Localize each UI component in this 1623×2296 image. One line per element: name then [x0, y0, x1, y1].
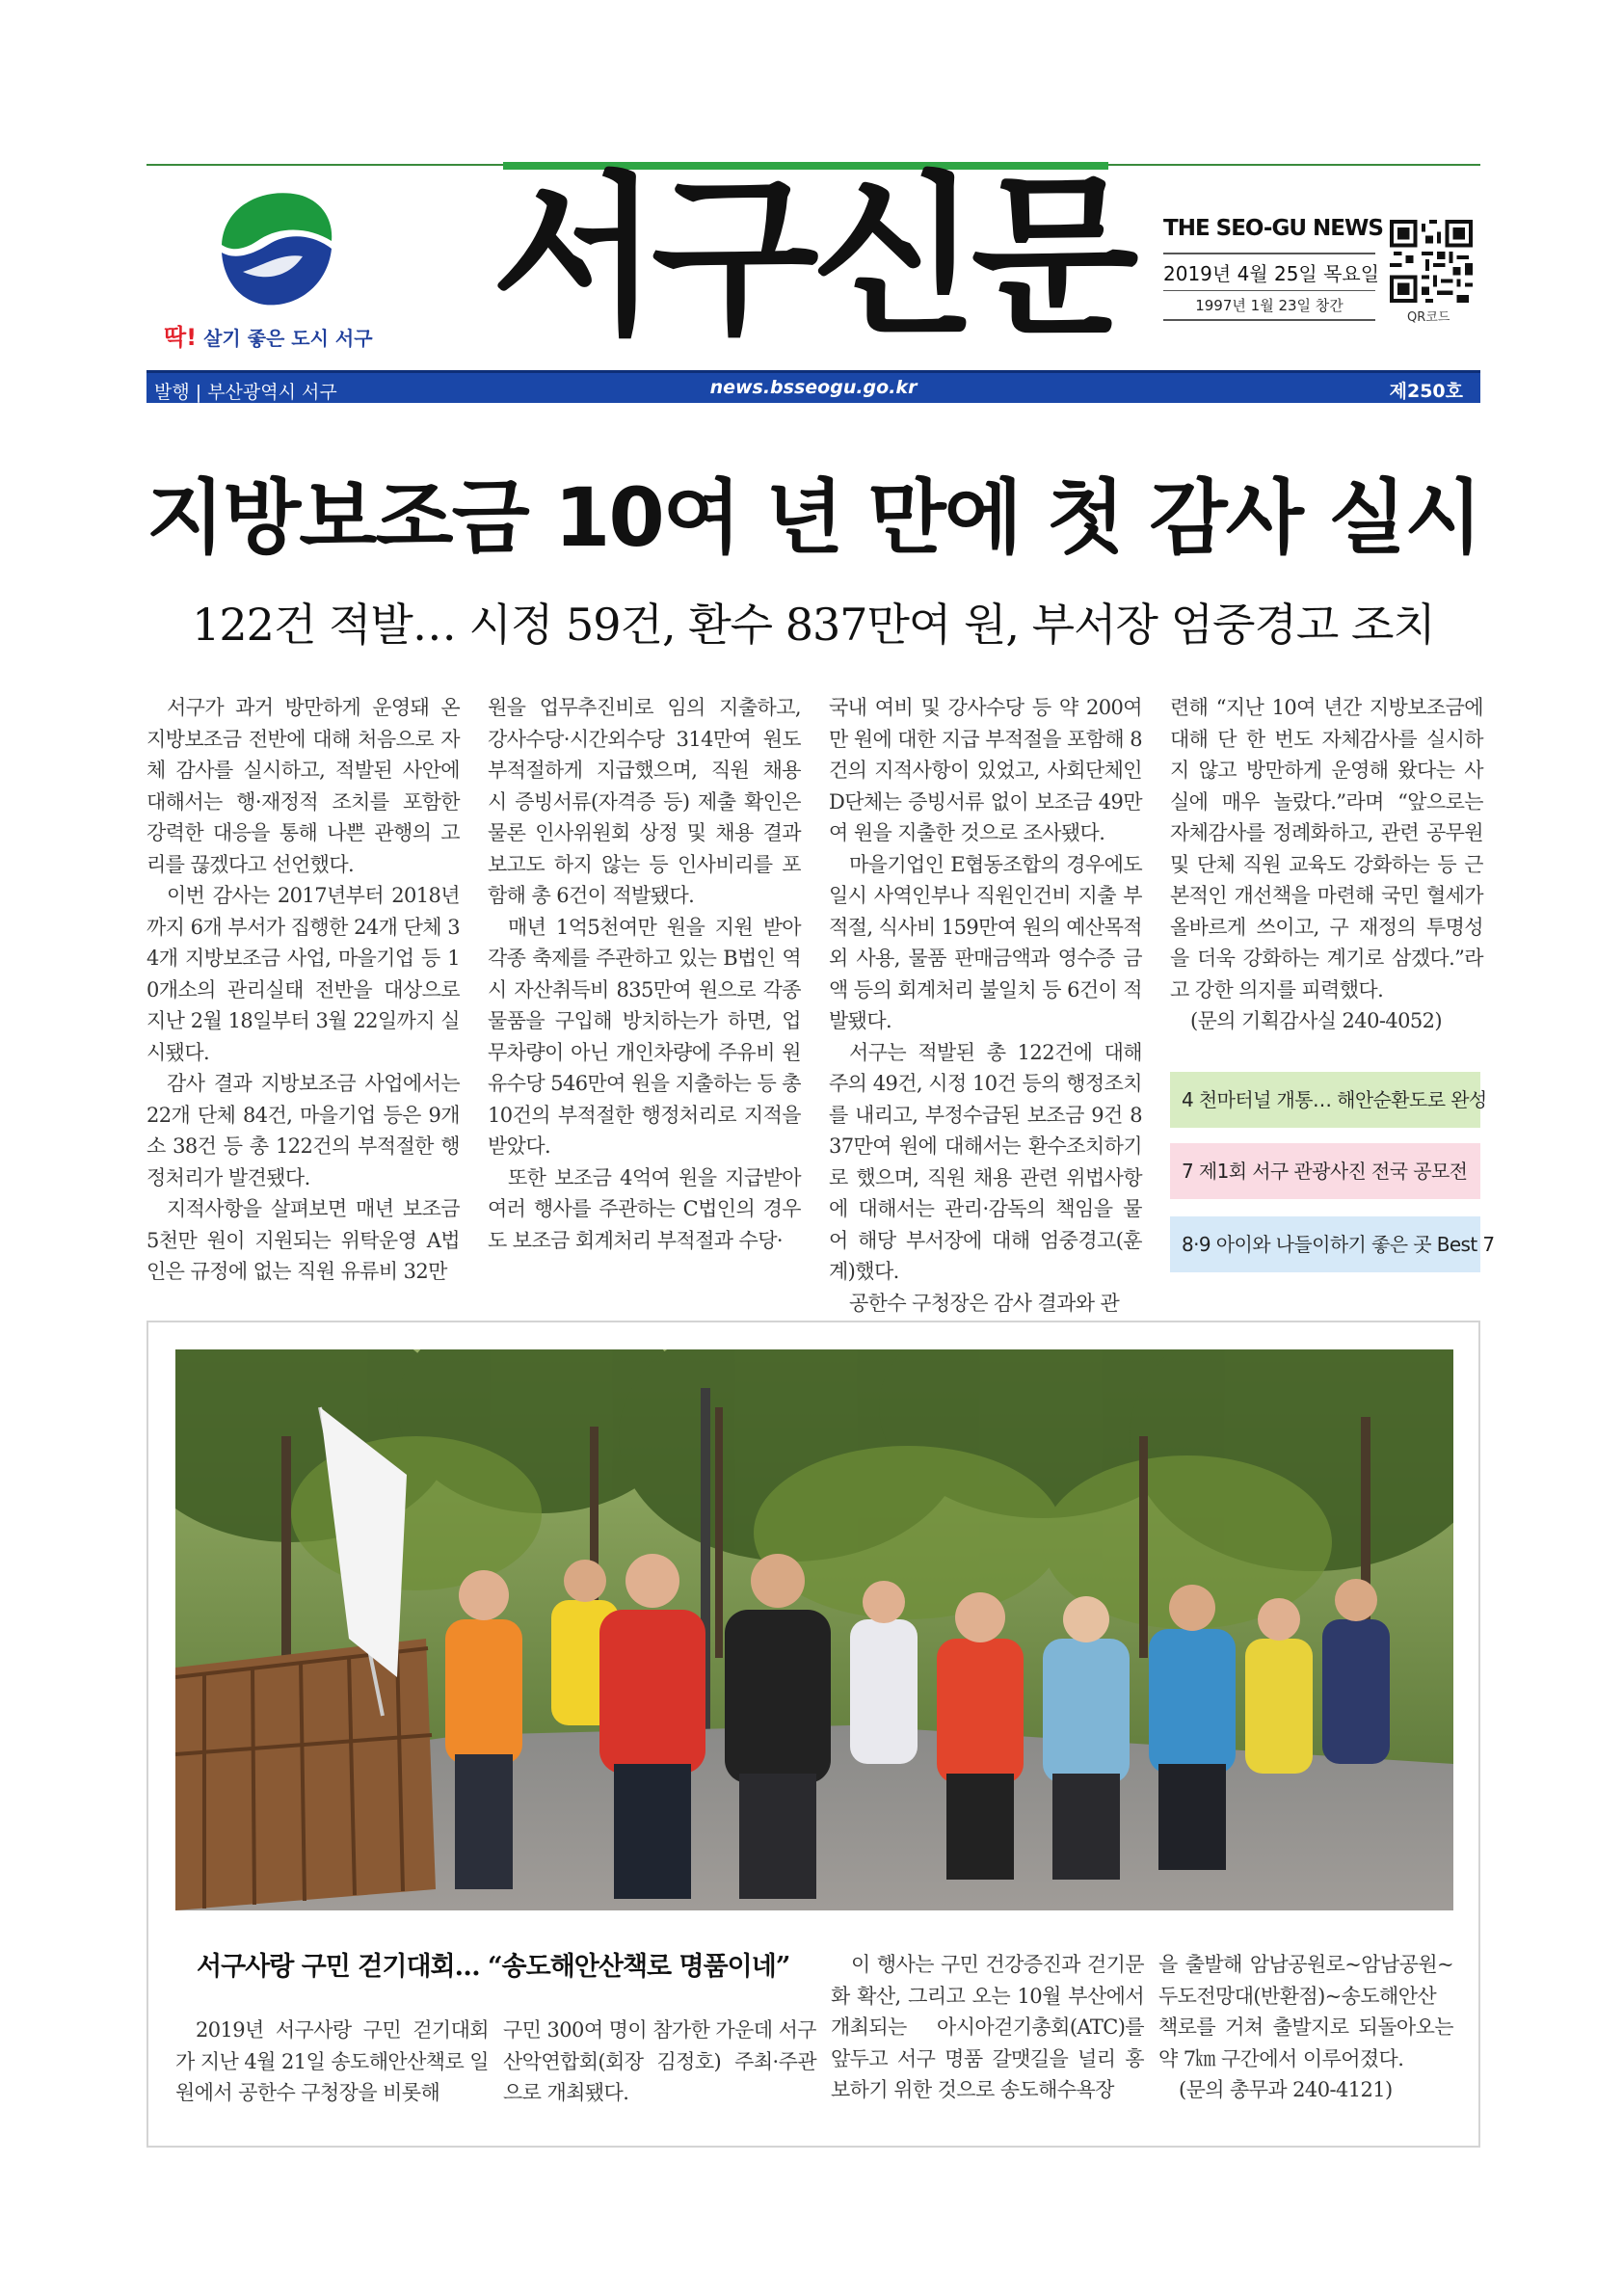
paragraph: 국내 여비 및 강사수당 등 약 200여만 원에 대한 지급 부적절을 포함해 8건의 지적사항이 있었고, 사회단체인 D단체는 증빙서류 없이 보조금 49만여 원을 지출한 것으로 조사됐다.	[829, 696, 1142, 844]
photo-story	[146, 1321, 1480, 2148]
walking-event-photo	[175, 1349, 1453, 1910]
teaser-link-page4[interactable]: 4 천마터널 개통… 해안순환도로 완성	[1170, 1072, 1480, 1128]
english-title: THE SEO-GU NEWS	[1163, 216, 1383, 241]
paragraph: 서구가 과거 방만하게 운영돼 온 지방보조금 전반에 대해 처음으로 자체 감사를 실시하고, 적발된 사안에 대해서는 행·재정적 조치를 포함한 강력한 대응을 통해 나쁜 관행의 고리를 끊겠다고 선언했다.	[146, 696, 460, 876]
caption-paragraph: 을 출발해 암남공원로~암남공원~두도전망대(반환점)~송도해안산책로를 거쳐 출발지로 되돌아오는 약 7㎞ 구간에서 이루어졌다.	[1158, 1953, 1453, 2070]
main-headline: 지방보조금 10여 년 만에 첫 감사 실시	[146, 470, 1481, 565]
paragraph: 감사 결과 지방보조금 사업에서는 22개 단체 84건, 마을기업 등은 9개소 38건 등 총 122건의 부적절한 행정처리가 발견됐다.	[146, 1072, 460, 1189]
slogan-text: 살기 좋은 도시 서구	[197, 327, 373, 350]
qr-label: QR코드	[1407, 310, 1450, 325]
caption-column-1	[175, 2015, 489, 2109]
paragraph: 지적사항을 살펴보면 매년 보조금 5천만 원이 지원되는 위탁운영 A법인은 규정에 없는 직원 유류비 32만	[146, 1197, 460, 1283]
caption-column-4	[1158, 1949, 1453, 2106]
article-column-4	[1170, 692, 1483, 1037]
paragraph: 서구는 적발된 총 122건에 대해 주의 49건, 시정 10건 등의 행정조치를 내리고, 부정수급된 보조금 9건 837만여 원에 대해서는 환수조치하기로 했으며, 직원 채용 관련 위법사항에 대해서는 관리·감독의 책임을 물어 해당 부서장에 대해 엄중경고(훈계)했다.	[829, 1040, 1142, 1283]
paragraph: 매년 1억5천여만 원을 지원 받아 각종 축제를 주관하고 있는 B법인 역시 자산취득비 835만여 원으로 각종 물품을 구입해 방치하는가 하면, 업무차량이 아닌 개인차량에 주유비 원유수당 546만여 원을 지출하는 등 총 10건의 부적절한 행정처리로 지적을 받았다.	[488, 915, 801, 1158]
article-column-2	[488, 692, 801, 1256]
contact-info: (문의 총무과 240-4121)	[1179, 2078, 1393, 2101]
newspaper-title: 서구신문	[492, 157, 1131, 359]
teaser-link-page8-9[interactable]: 8·9 아이와 나들이하기 좋은 곳 Best 7	[1170, 1216, 1480, 1272]
paragraph: 마을기업인 E협동조합의 경우에도 일시 사역인부나 직원인건비 지출 부적절, 식사비 159만여 원의 예산목적외 사용, 물품 판매금액과 영수증 금액 등의 회계처리 불일치 등 6건이 적발됐다.	[829, 852, 1142, 1032]
paragraph: 이번 감사는 2017년부터 2018년까지 6개 부서가 집행한 24개 단체 34개 지방보조금 사업, 마을기업 등 10개소의 관리실태 전반을 대상으로 지난 2월 18일부터 3월 22일까지 실시됐다.	[146, 884, 460, 1064]
paragraph: 공한수 구청장은 감사 결과와 관	[849, 1291, 1120, 1315]
caption-paragraph: 구민 300여 명이 참가한 가운데 서구산악연합회(회장 김정호) 주최·주관으로 개최됐다.	[503, 2018, 816, 2104]
caption-column-2	[503, 2015, 816, 2109]
issue-date: 2019년 4월 25일 목요일	[1163, 253, 1375, 291]
sub-headline: 122건 적발… 시정 59건, 환수 837만여 원, 부서장 엄중경고 조치	[192, 599, 1435, 651]
article-column-3	[829, 692, 1142, 1319]
info-bar	[146, 370, 1480, 403]
founding-date: 1997년 1월 23일 창간	[1163, 291, 1375, 321]
publisher: 발행 | 부산광역시 서구	[154, 382, 337, 403]
seogu-logo-icon	[214, 185, 339, 310]
slogan	[164, 318, 395, 352]
photo-caption-title: 서구사랑 구민 걷기대회… “송도해안산책로 명품이네”	[197, 1952, 790, 1982]
teaser-link-page7[interactable]: 7 제1회 서구 관광사진 전국 공모전	[1170, 1143, 1480, 1199]
contact-info: (문의 기획감사실 240-4052)	[1190, 1009, 1442, 1032]
website-link[interactable]: news.bsseogu.go.kr	[709, 377, 918, 398]
qr-code-icon[interactable]	[1390, 220, 1473, 303]
caption-paragraph: 2019년 서구사랑 구민 걷기대회가 지난 4월 21일 송도해안산책로 일원에서 공한수 구청장을 비롯해	[175, 2018, 489, 2104]
paragraph: 련해 “지난 10여 년간 지방보조금에 대해 단 한 번도 자체감사를 실시하지 않고 방만하게 운영해 왔다는 사실에 매우 놀랐다.”라며 “앞으로는 자체감사를 정례화하고, 관련 공무원 및 단체 직원 교육도 강화하는 등 근본적인 개선책을 마련해 국민 혈세가 올바르게 쓰이고, 구 재정의 투명성을 더욱 강화하는 계기로 삼겠다.”라고 강한 의지를 피력했다.	[1170, 696, 1483, 1001]
slogan-emphasis: 딱!	[164, 324, 198, 351]
paragraph: 또한 보조금 4억여 원을 지급받아 여러 행사를 주관하는 C법인의 경우도 보조금 회계처리 부적절과 수당·	[488, 1165, 801, 1252]
caption-paragraph: 이 행사는 구민 건강증진과 걷기문화 확산, 그리고 오는 10월 부산에서 개최되는 아시아걷기총회(ATC)를 앞두고 서구 명품 갈맷길을 널리 홍보하기 위한 것으로 송도해수욕장	[831, 1953, 1144, 2101]
article-column-1	[146, 692, 460, 1288]
caption-column-3	[831, 1949, 1144, 2106]
issue-number: 제250호	[1389, 381, 1463, 402]
paragraph: 원을 업무추진비로 임의 지출하고, 강사수당·시간외수당 314만여 원도 부적절하게 지급했으며, 직원 채용 시 증빙서류(자격증 등) 제출 확인은 물론 인사위원회 상정 및 채용 결과 보고도 하지 않는 등 인사비리를 포함해 총 6건이 적발됐다.	[488, 696, 801, 907]
